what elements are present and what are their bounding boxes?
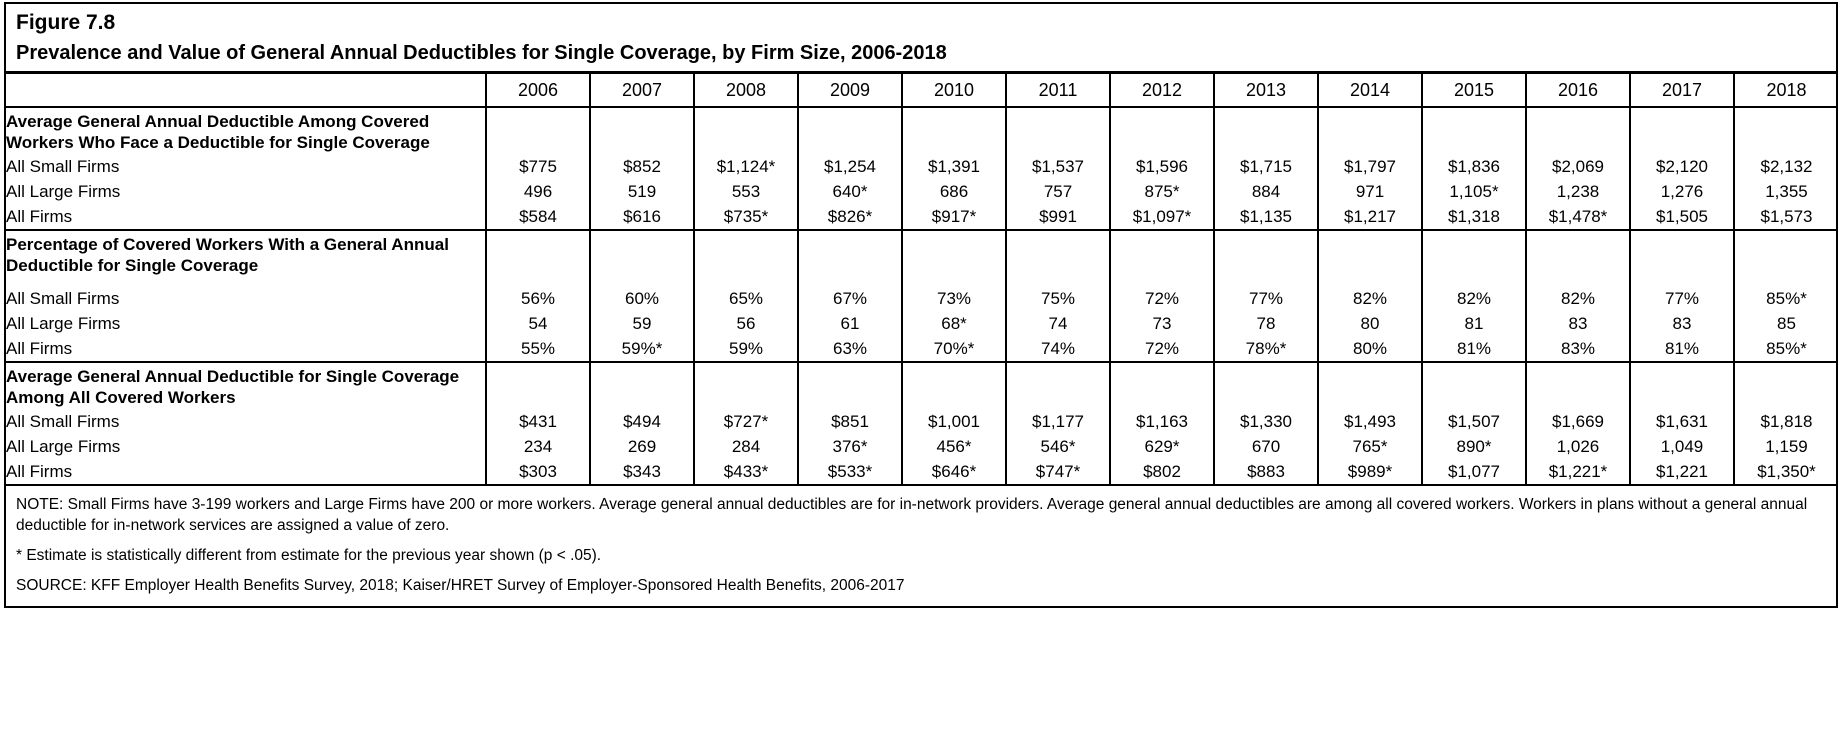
section-heading-filler [1110,230,1214,277]
table-cell: 77% [1214,286,1318,311]
section-heading-filler [1214,107,1318,154]
table-row [6,204,1838,230]
table-row [6,311,1838,336]
table-cell: $1,596 [1110,154,1214,179]
table-cell: 78%* [1214,336,1318,362]
table-cell: $727* [694,409,798,434]
table-cell: 890* [1422,434,1526,459]
spacer-cell [902,277,1006,286]
section-heading-filler [694,362,798,409]
table-cell: 629* [1110,434,1214,459]
section-heading-filler [798,230,902,277]
spacer-cell [1422,277,1526,286]
table-cell: 376* [798,434,902,459]
table-cell: 85%* [1734,336,1838,362]
deductibles-table [6,74,1838,486]
table-cell: $775 [486,154,590,179]
table-cell: 73 [1110,311,1214,336]
figure-title-block [6,4,1836,74]
section-heading-filler [590,362,694,409]
section-heading-filler [1630,362,1734,409]
table-cell: 74% [1006,336,1110,362]
section-heading-filler [902,230,1006,277]
table-cell: $991 [1006,204,1110,230]
table-cell: 65% [694,286,798,311]
section-heading-filler [798,362,902,409]
section-heading-filler [1214,362,1318,409]
section-heading-filler [486,107,590,154]
section-heading-filler [1422,362,1526,409]
table-cell: $1,391 [902,154,1006,179]
table-cell: 269 [590,434,694,459]
table-cell: $584 [486,204,590,230]
row-label: All Small Firms [6,154,486,179]
spacer-cell [1318,277,1422,286]
table-cell: 546* [1006,434,1110,459]
table-cell: $1,507 [1422,409,1526,434]
section-heading-filler [694,230,798,277]
table-cell: 765* [1318,434,1422,459]
spacer-cell [486,277,590,286]
section-heading-row [6,362,1838,409]
section-heading-filler [486,230,590,277]
table-cell: 72% [1110,336,1214,362]
section-heading-filler [902,107,1006,154]
section-heading-filler [1318,362,1422,409]
column-header-label [6,74,486,107]
table-row [6,179,1838,204]
table-cell: 80 [1318,311,1422,336]
table-cell: $1,669 [1526,409,1630,434]
table-cell: $2,069 [1526,154,1630,179]
table-cell: 56 [694,311,798,336]
table-cell: $747* [1006,459,1110,485]
section-heading-filler [1318,230,1422,277]
table-cell: 884 [1214,179,1318,204]
column-header-year: 2015 [1422,74,1526,107]
table-cell: 70%* [902,336,1006,362]
table-cell: 56% [486,286,590,311]
table-cell: 234 [486,434,590,459]
section-heading: Average General Annual Deductible Among Covered Workers Who Face a Deductible for Single Coverage [6,107,486,154]
note-text: NOTE: Small Firms have 3-199 workers and Large Firms have 200 or more workers. Average general annual deductibles are for in-network providers. Average general annual deductibles are among all covered workers. Workers in plans without a general annual deductible for in-network services are assigned a value of zero. [16,496,1808,534]
section-heading-row [6,230,1838,277]
table-cell: $826* [798,204,902,230]
table-cell: $1,217 [1318,204,1422,230]
section-heading-filler [1734,230,1838,277]
column-header-year: 2008 [694,74,798,107]
table-cell: 640* [798,179,902,204]
figure-number: Figure 7.8 [16,11,116,34]
section-heading: Average General Annual Deductible for Single Coverage Among All Covered Workers [6,362,486,409]
table-cell: $1,715 [1214,154,1318,179]
table-cell: $1,318 [1422,204,1526,230]
table-cell: 81% [1630,336,1734,362]
table-cell: $1,537 [1006,154,1110,179]
column-header-year: 2014 [1318,74,1422,107]
table-cell: $1,493 [1318,409,1422,434]
table-cell: $1,797 [1318,154,1422,179]
spacer-cell [6,277,486,286]
table-cell: 757 [1006,179,1110,204]
section-heading-filler [1526,107,1630,154]
table-cell: 85 [1734,311,1838,336]
table-cell: $616 [590,204,694,230]
column-header-year: 2017 [1630,74,1734,107]
source-text: SOURCE: KFF Employer Health Benefits Survey, 2018; Kaiser/HRET Survey of Employer-Sponsored Health Benefits, 2006-2017 [16,577,905,594]
table-cell: $1,254 [798,154,902,179]
section-heading-filler [486,362,590,409]
table-cell: 82% [1526,286,1630,311]
table-cell: 83% [1526,336,1630,362]
figure-notes [6,486,1836,606]
column-header-year: 2013 [1214,74,1318,107]
column-header-year: 2018 [1734,74,1838,107]
table-cell: $1,478* [1526,204,1630,230]
table-header-row [6,74,1838,107]
table-cell: 519 [590,179,694,204]
table-cell: 68* [902,311,1006,336]
spacer-cell [1214,277,1318,286]
spacer-cell [1006,277,1110,286]
table-cell: $1,573 [1734,204,1838,230]
column-header-year: 2016 [1526,74,1630,107]
table-cell: 74 [1006,311,1110,336]
column-header-year: 2006 [486,74,590,107]
table-cell: $1,001 [902,409,1006,434]
table-cell: 60% [590,286,694,311]
table-cell: $1,818 [1734,409,1838,434]
table-cell: 553 [694,179,798,204]
table-cell: 59% [694,336,798,362]
table-cell: 1,355 [1734,179,1838,204]
row-label: All Firms [6,459,486,485]
spacer-cell [1630,277,1734,286]
table-cell: $646* [902,459,1006,485]
table-row [6,336,1838,362]
table-cell: 59 [590,311,694,336]
table-cell: $433* [694,459,798,485]
column-header-year: 2009 [798,74,902,107]
section-heading-filler [902,362,1006,409]
section-heading-filler [798,107,902,154]
section-heading-filler [590,230,694,277]
table-row [6,409,1838,434]
table-cell: 80% [1318,336,1422,362]
section-spacer-row [6,277,1838,286]
section-heading-filler [1006,362,1110,409]
table-cell: $303 [486,459,590,485]
section-heading-filler [590,107,694,154]
section-heading: Percentage of Covered Workers With a General Annual Deductible for Single Coverage [6,230,486,277]
table-cell: $1,221* [1526,459,1630,485]
table-row [6,459,1838,485]
table-cell: $343 [590,459,694,485]
table-cell: 82% [1422,286,1526,311]
table-cell: 83 [1526,311,1630,336]
spacer-cell [590,277,694,286]
table-cell: 61 [798,311,902,336]
spacer-cell [694,277,798,286]
figure-title: Prevalence and Value of General Annual Deductibles for Single Coverage, by Firm Size, 2006-2018 [16,42,947,64]
table-cell: 1,238 [1526,179,1630,204]
table-cell: $735* [694,204,798,230]
row-label: All Small Firms [6,409,486,434]
table-cell: $851 [798,409,902,434]
table-cell: $1,163 [1110,409,1214,434]
table-cell: $1,505 [1630,204,1734,230]
section-heading-filler [1318,107,1422,154]
table-cell: 83 [1630,311,1734,336]
table-cell: $1,350* [1734,459,1838,485]
table-cell: 63% [798,336,902,362]
table-cell: 73% [902,286,1006,311]
table-row [6,434,1838,459]
section-heading-row [6,107,1838,154]
table-cell: 55% [486,336,590,362]
table-cell: 59%* [590,336,694,362]
table-cell: 67% [798,286,902,311]
table-cell: 81% [1422,336,1526,362]
section-heading-filler [1422,107,1526,154]
table-cell: 1,049 [1630,434,1734,459]
section-heading-filler [1734,107,1838,154]
table-cell: $1,135 [1214,204,1318,230]
figure-container [4,2,1838,608]
table-cell: $802 [1110,459,1214,485]
table-cell: 77% [1630,286,1734,311]
spacer-cell [1110,277,1214,286]
table-cell: $883 [1214,459,1318,485]
section-heading-filler [1214,230,1318,277]
table-cell: $1,097* [1110,204,1214,230]
table-cell: $431 [486,409,590,434]
table-cell: $917* [902,204,1006,230]
significance-note: * Estimate is statistically different from estimate for the previous year shown (p < .05). [16,547,602,564]
table-cell: 75% [1006,286,1110,311]
table-cell: $1,077 [1422,459,1526,485]
table-cell: 284 [694,434,798,459]
table-cell: 670 [1214,434,1318,459]
column-header-year: 2010 [902,74,1006,107]
table-cell: $1,330 [1214,409,1318,434]
section-heading-filler [1734,362,1838,409]
row-label: All Small Firms [6,286,486,311]
spacer-cell [1526,277,1630,286]
section-heading-filler [1006,107,1110,154]
table-cell: 1,276 [1630,179,1734,204]
table-cell: $1,631 [1630,409,1734,434]
section-heading-filler [1526,362,1630,409]
table-row [6,286,1838,311]
table-row [6,154,1838,179]
row-label: All Large Firms [6,434,486,459]
table-cell: 496 [486,179,590,204]
table-cell: $2,132 [1734,154,1838,179]
table-cell: $533* [798,459,902,485]
table-cell: 85%* [1734,286,1838,311]
table-cell: 81 [1422,311,1526,336]
column-header-year: 2011 [1006,74,1110,107]
table-cell: 686 [902,179,1006,204]
section-heading-filler [694,107,798,154]
table-cell: $1,221 [1630,459,1734,485]
table-cell: 54 [486,311,590,336]
table-cell: 875* [1110,179,1214,204]
table-cell: $852 [590,154,694,179]
section-heading-filler [1422,230,1526,277]
table-cell: $2,120 [1630,154,1734,179]
column-header-year: 2012 [1110,74,1214,107]
section-heading-filler [1110,362,1214,409]
row-label: All Firms [6,204,486,230]
spacer-cell [1734,277,1838,286]
row-label: All Large Firms [6,179,486,204]
table-cell: 82% [1318,286,1422,311]
table-cell: $989* [1318,459,1422,485]
section-heading-filler [1110,107,1214,154]
spacer-cell [798,277,902,286]
table-cell: 72% [1110,286,1214,311]
table-cell: 1,159 [1734,434,1838,459]
table-cell: $1,124* [694,154,798,179]
section-heading-filler [1630,107,1734,154]
row-label: All Large Firms [6,311,486,336]
table-cell: 78 [1214,311,1318,336]
section-heading-filler [1006,230,1110,277]
table-cell: $494 [590,409,694,434]
table-cell: 456* [902,434,1006,459]
column-header-year: 2007 [590,74,694,107]
table-cell: 1,105* [1422,179,1526,204]
table-cell: $1,177 [1006,409,1110,434]
section-heading-filler [1630,230,1734,277]
section-heading-filler [1526,230,1630,277]
table-cell: 971 [1318,179,1422,204]
table-cell: $1,836 [1422,154,1526,179]
row-label: All Firms [6,336,486,362]
table-cell: 1,026 [1526,434,1630,459]
